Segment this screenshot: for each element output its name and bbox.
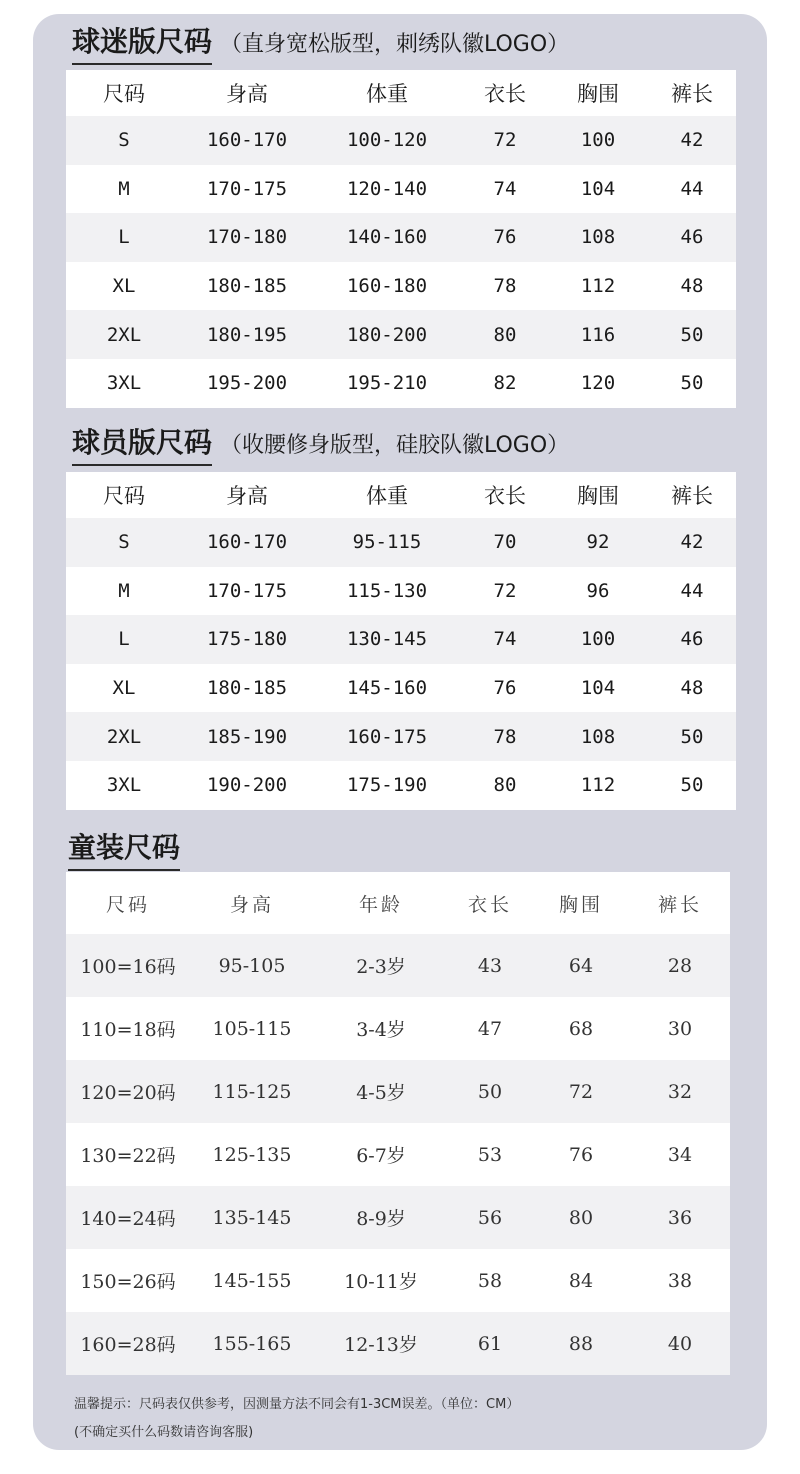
column-header: 胸围 — [577, 484, 619, 508]
table-cell: 135-145 — [212, 1206, 292, 1229]
table-cell: 125-135 — [212, 1143, 292, 1166]
table-cell: 80 — [568, 1206, 594, 1229]
column-header: 裤长 — [671, 82, 713, 106]
table-cell: 40 — [667, 1332, 693, 1355]
table-cell: 46 — [680, 628, 704, 651]
table-cell: S — [118, 531, 130, 554]
table-row — [66, 1312, 730, 1375]
table-cell: 42 — [680, 531, 704, 554]
table-cell: 76 — [493, 677, 517, 700]
table-cell: 115-125 — [212, 1080, 292, 1103]
table-cell: 80 — [493, 323, 517, 346]
table-row — [66, 1249, 730, 1312]
table-cell: 170-175 — [206, 579, 288, 602]
table-cell: 6-7岁 — [356, 1145, 406, 1167]
column-header: 尺码 — [103, 82, 145, 106]
fan-title: 球迷版尺码 — [72, 20, 212, 65]
table-cell: 180-185 — [206, 677, 288, 700]
table-cell: L — [118, 628, 130, 651]
table-cell: 3XL — [106, 774, 142, 797]
table-cell: 170-175 — [206, 177, 288, 200]
table-row — [66, 664, 736, 713]
table-cell: 175-180 — [206, 628, 288, 651]
table-row — [66, 761, 736, 810]
table-cell: 195-200 — [206, 372, 288, 395]
table-cell: M — [118, 177, 130, 200]
table-cell: 30 — [667, 1017, 693, 1040]
column-header: 尺码 — [105, 893, 150, 916]
table-row — [66, 712, 736, 761]
kids-section-title — [68, 826, 180, 871]
table-cell: 32 — [667, 1080, 693, 1103]
table-cell: 116 — [580, 323, 616, 346]
table-cell: 108 — [580, 226, 616, 249]
table-cell: 47 — [477, 1017, 503, 1040]
table-cell: 34 — [667, 1143, 693, 1166]
table-cell: 108 — [580, 725, 616, 748]
table-cell: 185-190 — [206, 725, 288, 748]
table-cell: 100=16码 — [80, 956, 176, 978]
table-cell: 36 — [667, 1206, 693, 1229]
table-cell: 145-160 — [346, 677, 428, 700]
table-cell: 78 — [493, 725, 517, 748]
table-cell: 44 — [680, 579, 704, 602]
table-cell: 28 — [667, 954, 693, 977]
column-header: 身高 — [226, 484, 268, 508]
column-header: 身高 — [229, 893, 274, 916]
table-cell: 95-105 — [218, 954, 286, 977]
column-header: 裤长 — [671, 484, 713, 508]
table-cell: 180-200 — [346, 323, 428, 346]
table-cell: 68 — [568, 1017, 594, 1040]
table-row — [66, 359, 736, 408]
table-row — [66, 518, 736, 567]
table-row — [66, 615, 736, 664]
table-cell: 110=18码 — [80, 1019, 176, 1041]
table-cell: 72 — [493, 129, 517, 152]
player-section-title — [72, 421, 569, 466]
table-cell: 50 — [680, 372, 704, 395]
table-row — [66, 262, 736, 311]
player-subtitle: （收腰修身版型，硅胶队徽LOGO） — [220, 433, 570, 458]
column-header: 胸围 — [558, 893, 603, 916]
column-header: 衣长 — [484, 484, 526, 508]
column-header: 体重 — [366, 82, 408, 106]
table-cell: 46 — [680, 226, 704, 249]
table-cell: 74 — [493, 628, 517, 651]
table-cell: 95-115 — [352, 531, 422, 554]
table-cell: 82 — [493, 372, 517, 395]
player-size-table — [66, 472, 736, 810]
table-cell: 160-170 — [206, 531, 288, 554]
kids-size-table — [66, 872, 730, 1375]
table-cell: 155-165 — [212, 1332, 292, 1355]
table-cell: 53 — [477, 1143, 503, 1166]
table-cell: 3-4岁 — [356, 1019, 406, 1041]
table-cell: 56 — [477, 1206, 503, 1229]
table-cell: 80 — [493, 774, 517, 797]
table-cell: 100 — [580, 628, 616, 651]
table-row — [66, 997, 730, 1060]
column-header: 衣长 — [467, 893, 512, 916]
table-header-row — [66, 472, 736, 518]
fan-subtitle: （直身宽松版型，刺绣队徽LOGO） — [220, 32, 570, 57]
size-note: 温馨提示：尺码表仅供参考，因测量方法不同会有1-3CM误差。（单位：CM） — [74, 1397, 520, 1412]
table-cell: 145-155 — [212, 1269, 292, 1292]
table-cell: 48 — [680, 275, 704, 298]
table-cell: 120=20码 — [80, 1082, 176, 1104]
table-cell: 140=24码 — [80, 1208, 176, 1230]
column-header: 尺码 — [103, 484, 145, 508]
table-row — [66, 1123, 730, 1186]
column-header: 体重 — [366, 484, 408, 508]
table-cell: 195-210 — [346, 372, 428, 395]
table-cell: 38 — [667, 1269, 693, 1292]
table-cell: 100 — [580, 129, 616, 152]
table-cell: 140-160 — [346, 226, 428, 249]
table-cell: 72 — [568, 1080, 594, 1103]
table-cell: 100-120 — [346, 129, 428, 152]
table-cell: S — [118, 129, 130, 152]
table-row — [66, 310, 736, 359]
table-cell: 50 — [680, 323, 704, 346]
table-cell: 160-180 — [346, 275, 428, 298]
fan-section-title — [72, 20, 569, 65]
table-cell: 180-185 — [206, 275, 288, 298]
contact-note: (不确定买什么码数请咨询客服) — [74, 1425, 254, 1440]
table-cell: XL — [112, 275, 136, 298]
table-cell: 160=28码 — [80, 1334, 176, 1356]
column-header: 身高 — [226, 82, 268, 106]
table-cell: 92 — [586, 531, 610, 554]
table-cell: 78 — [493, 275, 517, 298]
table-cell: 72 — [493, 579, 517, 602]
table-cell: 104 — [580, 677, 616, 700]
table-cell: 130=22码 — [80, 1145, 176, 1167]
table-cell: 175-190 — [346, 774, 428, 797]
table-cell: L — [118, 226, 130, 249]
table-cell: 88 — [568, 1332, 594, 1355]
table-cell: 8-9岁 — [356, 1208, 406, 1230]
table-cell: M — [118, 579, 130, 602]
column-header: 年龄 — [358, 893, 403, 916]
fan-size-table — [66, 70, 736, 408]
table-cell: 115-130 — [346, 579, 428, 602]
table-cell: XL — [112, 677, 136, 700]
table-cell: 76 — [493, 226, 517, 249]
table-cell: 130-145 — [346, 628, 428, 651]
table-cell: 2-3岁 — [356, 956, 406, 978]
table-cell: 12-13岁 — [344, 1334, 418, 1356]
table-cell: 170-180 — [206, 226, 288, 249]
table-cell: 180-195 — [206, 323, 288, 346]
table-cell: 70 — [493, 531, 517, 554]
table-row — [66, 1060, 730, 1123]
table-cell: 96 — [586, 579, 610, 602]
table-cell: 50 — [680, 774, 704, 797]
table-cell: 44 — [680, 177, 704, 200]
table-row — [66, 934, 730, 997]
table-cell: 64 — [568, 954, 594, 977]
table-cell: 2XL — [106, 323, 142, 346]
table-cell: 120-140 — [346, 177, 428, 200]
table-cell: 112 — [580, 774, 616, 797]
table-row — [66, 213, 736, 262]
table-cell: 104 — [580, 177, 616, 200]
table-row — [66, 116, 736, 165]
table-header-row — [66, 70, 736, 116]
table-row — [66, 165, 736, 214]
table-cell: 150=26码 — [80, 1271, 176, 1293]
table-cell: 10-11岁 — [344, 1271, 418, 1293]
table-cell: 3XL — [106, 372, 142, 395]
table-cell: 160-175 — [346, 725, 428, 748]
table-row — [66, 567, 736, 616]
table-cell: 120 — [580, 372, 616, 395]
column-header: 裤长 — [657, 893, 702, 916]
column-header: 衣长 — [484, 82, 526, 106]
table-cell: 50 — [477, 1080, 503, 1103]
table-cell: 48 — [680, 677, 704, 700]
table-cell: 58 — [477, 1269, 503, 1292]
table-cell: 43 — [477, 954, 503, 977]
table-header-row — [66, 872, 730, 934]
table-cell: 76 — [568, 1143, 594, 1166]
table-cell: 50 — [680, 725, 704, 748]
table-cell: 190-200 — [206, 774, 288, 797]
kids-title: 童装尺码 — [68, 826, 180, 871]
table-cell: 74 — [493, 177, 517, 200]
table-cell: 84 — [568, 1269, 594, 1292]
player-title: 球员版尺码 — [72, 421, 212, 466]
table-cell: 105-115 — [212, 1017, 292, 1040]
table-row — [66, 1186, 730, 1249]
table-cell: 112 — [580, 275, 616, 298]
table-cell: 160-170 — [206, 129, 288, 152]
table-cell: 61 — [477, 1332, 503, 1355]
table-cell: 4-5岁 — [356, 1082, 406, 1104]
table-cell: 2XL — [106, 725, 142, 748]
column-header: 胸围 — [577, 82, 619, 106]
table-cell: 42 — [680, 129, 704, 152]
